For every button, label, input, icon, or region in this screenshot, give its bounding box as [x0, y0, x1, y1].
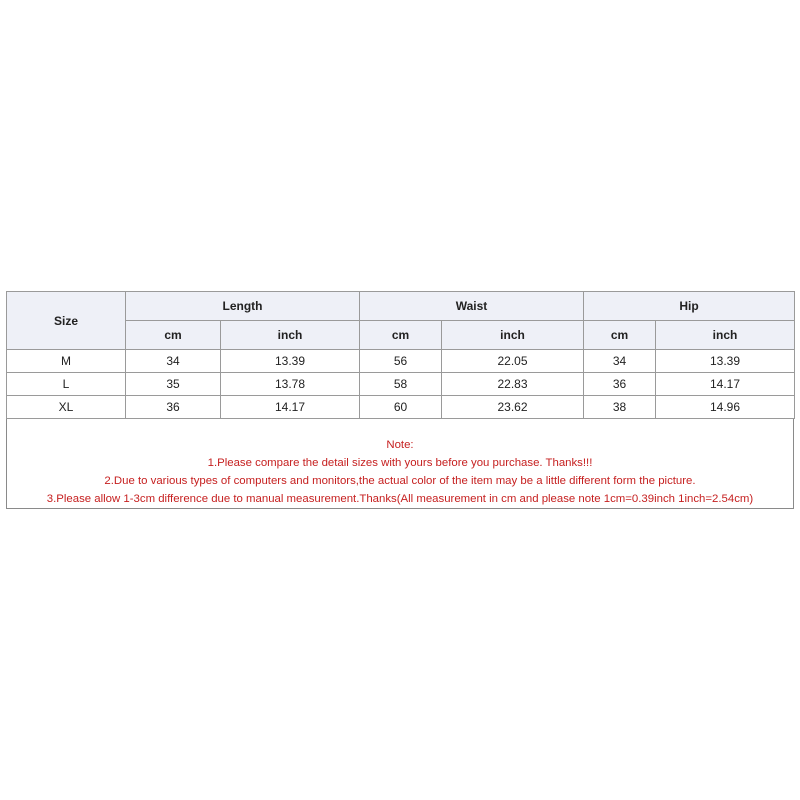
- unit-header: inch: [221, 321, 360, 350]
- size-table: [6, 291, 795, 419]
- table-row: [7, 396, 795, 419]
- table-cell: 56: [360, 350, 442, 373]
- table-cell: 13.39: [656, 350, 795, 373]
- notes-block: [7, 436, 793, 508]
- note-line: 1.Please compare the detail sizes with yours before you purchase. Thanks!!!: [207, 457, 593, 469]
- hip-group-header: Hip: [584, 292, 795, 321]
- table-cell: 36: [126, 396, 221, 419]
- table-header-row: [7, 292, 795, 321]
- notes-title: Note:: [386, 439, 414, 451]
- table-cell: 58: [360, 373, 442, 396]
- table-cell: 14.17: [656, 373, 795, 396]
- table-cell: 22.05: [442, 350, 584, 373]
- waist-group-header: Waist: [360, 292, 584, 321]
- size-cell: L: [7, 373, 126, 396]
- size-cell: M: [7, 350, 126, 373]
- note-line: 2.Due to various types of computers and monitors,the actual color of the item may be a little different form the picture.: [104, 475, 696, 487]
- table-cell: 38: [584, 396, 656, 419]
- unit-header: cm: [360, 321, 442, 350]
- table-cell: 34: [126, 350, 221, 373]
- table-row: [7, 350, 795, 373]
- size-cell: XL: [7, 396, 126, 419]
- unit-header: inch: [656, 321, 795, 350]
- unit-header: cm: [126, 321, 221, 350]
- table-cell: 36: [584, 373, 656, 396]
- table-cell: 13.39: [221, 350, 360, 373]
- table-cell: 13.78: [221, 373, 360, 396]
- table-cell: 23.62: [442, 396, 584, 419]
- table-cell: 14.96: [656, 396, 795, 419]
- unit-header: cm: [584, 321, 656, 350]
- size-chart: [6, 291, 794, 509]
- table-cell: 35: [126, 373, 221, 396]
- table-cell: 22.83: [442, 373, 584, 396]
- table-unit-row: [7, 321, 795, 350]
- length-group-header: Length: [126, 292, 360, 321]
- table-cell: 60: [360, 396, 442, 419]
- size-column-header: Size: [7, 292, 126, 350]
- note-line: 3.Please allow 1-3cm difference due to manual measurement.Thanks(All measurement in cm and please note 1cm=0.39inch 1inch=2.54cm): [46, 493, 754, 505]
- unit-header: inch: [442, 321, 584, 350]
- table-cell: 34: [584, 350, 656, 373]
- table-row: [7, 373, 795, 396]
- table-cell: 14.17: [221, 396, 360, 419]
